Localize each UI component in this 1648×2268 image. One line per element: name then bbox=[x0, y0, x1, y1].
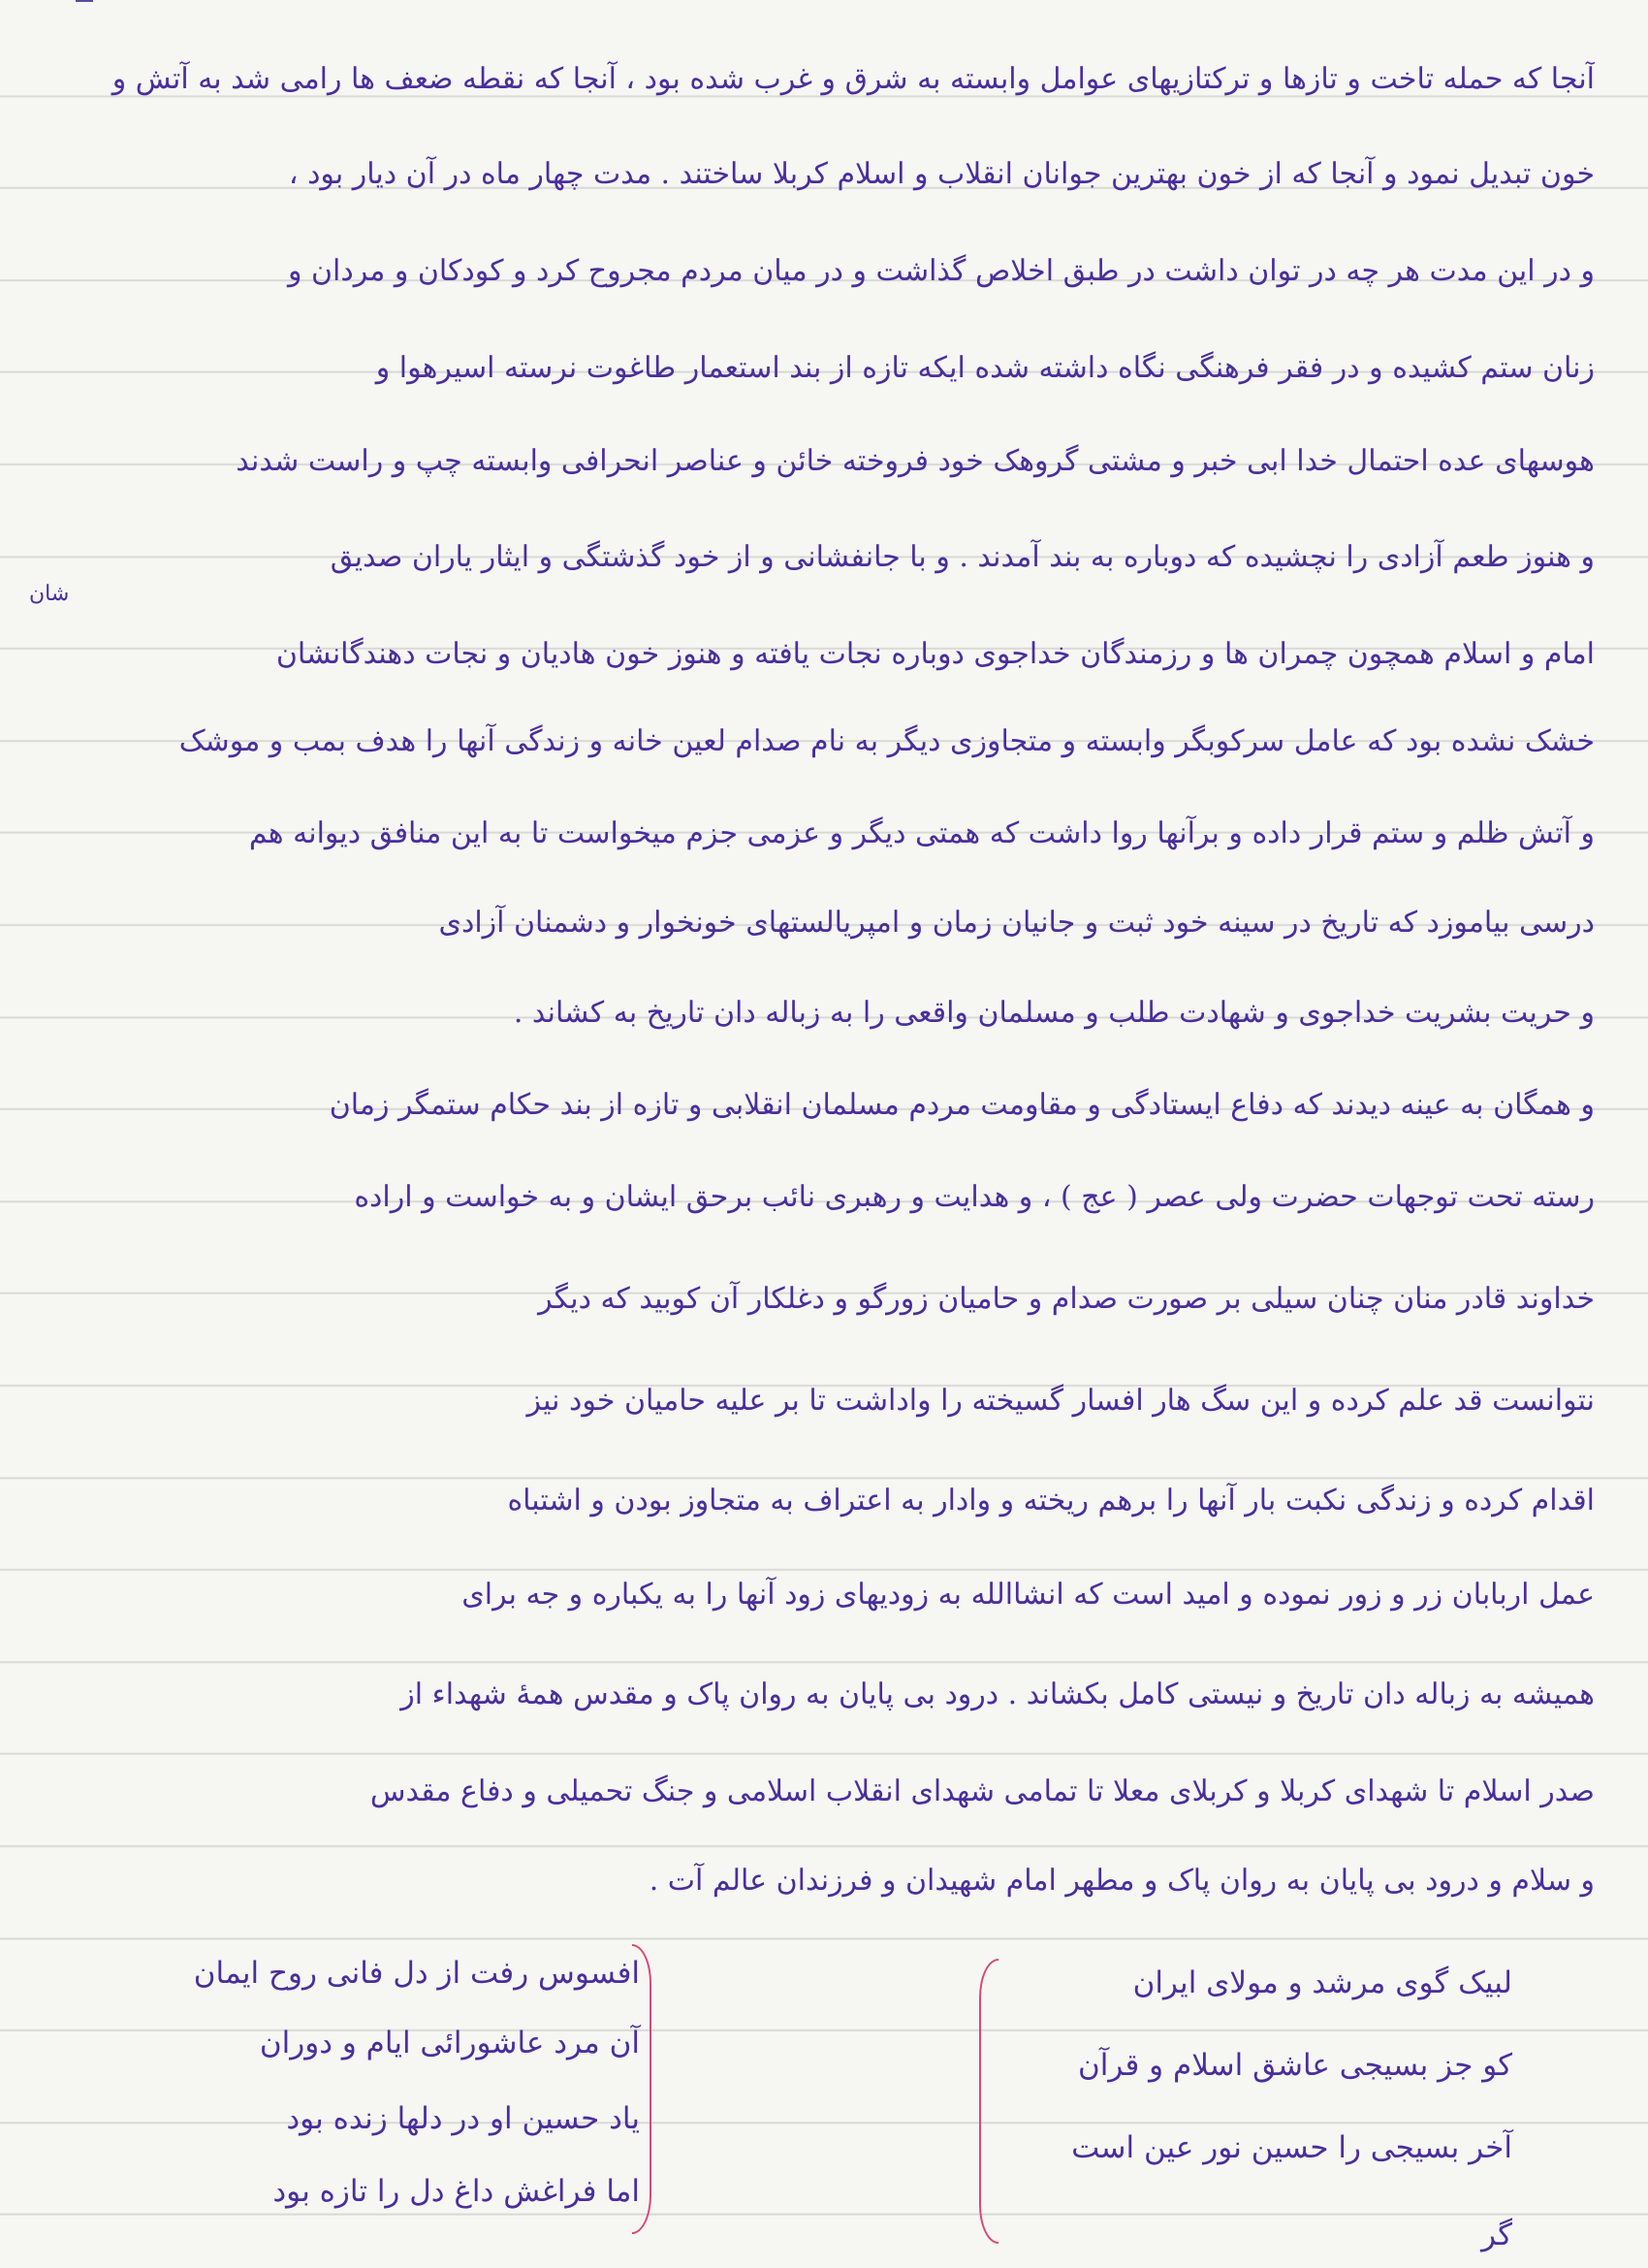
body-line: صدر اسلام تا شهدای کربلا و کربلای معلا تا تمامی شهدای انقلاب اسلامی و جنگ تحمیلی و دفاع مقدس bbox=[369, 1774, 1595, 1808]
body-line: و آتش ظلم و ستم قرار داده و برآنها روا داشت که همتی دیگر و عزمی جزم میخواست تا به این منافق دیوانه هم bbox=[248, 816, 1595, 850]
body-line: و سلام و درود بی پایان به روان پاک و مطهر امام شهیدان و فرزندان عالم آت . bbox=[649, 1864, 1595, 1898]
poem-right-line: کو جز بسیجی عاشق اسلام و قرآن bbox=[1078, 2048, 1512, 2083]
body-line: خون تبدیل نمود و آنجا که از خون بهترین جوانان انقلاب و اسلام کربلا ساختند . مدت چهار ماه در آن دیار بود ، bbox=[288, 157, 1595, 191]
body-line: هوسهای عده احتمال خدا ابی خبر و مشتی گروهک خود فروخته خائن و عناصر انحرافی وابسته چپ و راست شدند bbox=[236, 444, 1595, 478]
corner-tick-mark bbox=[76, 0, 93, 2]
body-line: زنان ستم کشیده و در فقر فرهنگی نگاه داشته شده ایکه تازه از بند استعمار طاغوت نرسته اسیرهوا و bbox=[375, 351, 1595, 385]
body-line: نتوانست قد علم کرده و این سگ هار افسار گسیخته را واداشت تا بر علیه حامیان خود نیز bbox=[526, 1384, 1595, 1418]
right-stanza-brace bbox=[979, 1959, 998, 2244]
body-line: خداوند قادر منان چنان سیلی بر صورت صدام و حامیان زورگو و دغلکار آن کوبید که دیگر bbox=[538, 1282, 1595, 1316]
body-line: رسته تحت توجهات حضرت ولی عصر ( عج ) ، و هدایت و رهبری نائب برحق ایشان و به خواست و اراده bbox=[354, 1180, 1595, 1214]
body-line: عمل اربابان زر و زور نموده و امید است که انشاالله به زودیهای زود آنها را به یکباره و جه برای bbox=[461, 1578, 1595, 1612]
poem-left-line: اما فراغش داغ دل را تازه بود bbox=[272, 2174, 640, 2209]
poem-left bbox=[145, 1944, 640, 2235]
body-line: و حریت بشریت خداجوی و شهادت طلب و مسلمان واقعی را به زباله دان تاریخ به کشاند . bbox=[513, 996, 1595, 1030]
body-line: و هنوز طعم آزادی را نچشیده که دوباره به بند آمدند . و با جانفشانی و از خود گذشتگی و ایثار یاران صدیق bbox=[330, 540, 1595, 574]
poem-left-line: افسوس رفت از دل فانی روح ایمان bbox=[193, 1956, 640, 1991]
poem-right bbox=[1008, 1954, 1512, 2264]
body-line: آنجا که حمله تاخت و تازها و ترکتازیهای عوامل وابسته به شرق و غرب شده بود ، آنجا که نقطه ضعف ها رامی شد به آتش و bbox=[111, 62, 1595, 96]
poem-left-line: آن مرد عاشورائی ایام و دوران bbox=[259, 2026, 640, 2060]
body-line: خشک نشده بود که عامل سرکوبگر وابسته و متجاوزی دیگر به نام صدام لعین خانه و زندگی آنها را هدف بمب و موشک bbox=[178, 724, 1595, 758]
body-line: اقدام کرده و زندگی نکبت بار آنها را برهم ریخته و وادار به اعتراف به متجاوز بودن و اشتباه bbox=[507, 1484, 1595, 1517]
poem-right-line: آخر بسیجی را حسین نور عین است bbox=[1071, 2130, 1512, 2165]
poem-right-line: گر bbox=[1481, 2218, 1512, 2252]
body-line: و همگان به عینه دیدند که دفاع ایستادگی و مقاومت مردم مسلمان انقلابی و تازه از بند حکام ستمگر زمان bbox=[329, 1088, 1595, 1122]
left-stanza-brace bbox=[632, 1944, 651, 2234]
body-line: درسی بیاموزد که تاریخ در سینه خود ثبت و جانیان زمان و امپریالستهای خونخوار و دشمنان آزادی bbox=[438, 906, 1595, 940]
poem-left-line: یاد حسین او در دلها زنده بود bbox=[286, 2101, 640, 2136]
margin-annotation: شان bbox=[29, 582, 70, 606]
body-line: و در این مدت هر چه در توان داشت در طبق اخلاص گذاشت و در میان مردم مجروح کرد و کودکان و مردان و bbox=[287, 254, 1595, 288]
body-line: همیشه به زباله دان تاریخ و نیستی کامل بکشاند . درود بی پایان به روان پاک و مقدس همهٔ شهداء از bbox=[400, 1677, 1595, 1711]
body-line: امام و اسلام همچون چمران ها و رزمندگان خداجوی دوباره نجات یافته و هنوز خون هادیان و نجات دهندگانشان bbox=[275, 637, 1595, 671]
poem-right-line: لبیک گوی مرشد و مولای ایران bbox=[1132, 1965, 1512, 2000]
